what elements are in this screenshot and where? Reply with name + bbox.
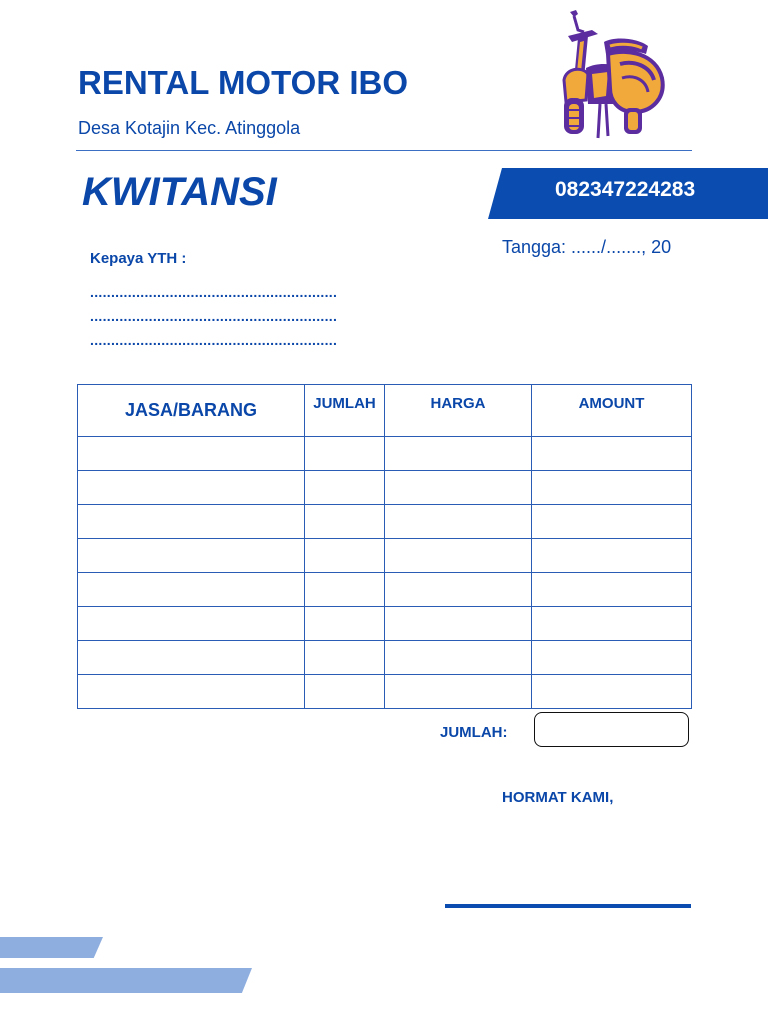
table-header-row — [78, 385, 692, 437]
cell-amount[interactable] — [532, 471, 692, 505]
company-address: Desa Kotajin Kec. Atinggola — [78, 118, 301, 138]
date-field[interactable]: Tangga: ....../......., 20 — [502, 237, 672, 257]
cell-price[interactable] — [385, 471, 532, 505]
receipt-title: KWITANSI — [82, 170, 277, 214]
cell-service[interactable] — [78, 471, 305, 505]
cell-amount[interactable] — [532, 437, 692, 471]
recipient-line-3[interactable]: ........................................................... — [90, 332, 338, 348]
cell-amount[interactable] — [532, 505, 692, 539]
cell-quantity[interactable] — [305, 471, 385, 505]
table-row — [78, 607, 692, 641]
cell-amount[interactable] — [532, 573, 692, 607]
cell-service[interactable] — [78, 437, 305, 471]
scooter-icon — [548, 8, 672, 144]
header-divider — [76, 150, 692, 151]
cell-price[interactable] — [385, 437, 532, 471]
cell-quantity[interactable] — [305, 675, 385, 709]
table-row — [78, 471, 692, 505]
table-row — [78, 539, 692, 573]
cell-price[interactable] — [385, 539, 532, 573]
cell-quantity[interactable] — [305, 539, 385, 573]
column-header-price: HARGA — [385, 385, 532, 437]
column-header-amount: AMOUNT — [532, 385, 692, 437]
table-row — [78, 675, 692, 709]
cell-service[interactable] — [78, 675, 305, 709]
company-name: RENTAL MOTOR IBO — [78, 64, 408, 101]
cell-service[interactable] — [78, 505, 305, 539]
cell-price[interactable] — [385, 573, 532, 607]
items-table — [77, 384, 692, 709]
closing-text: HORMAT KAMI, — [502, 789, 614, 806]
cell-price[interactable] — [385, 675, 532, 709]
cell-amount[interactable] — [532, 675, 692, 709]
cell-quantity[interactable] — [305, 641, 385, 675]
cell-quantity[interactable] — [305, 505, 385, 539]
cell-service[interactable] — [78, 607, 305, 641]
cell-price[interactable] — [385, 505, 532, 539]
cell-quantity[interactable] — [305, 437, 385, 471]
total-label: JUMLAH: — [440, 724, 508, 741]
cell-service[interactable] — [78, 539, 305, 573]
table-row — [78, 573, 692, 607]
table-row — [78, 641, 692, 675]
table-row — [78, 505, 692, 539]
cell-amount[interactable] — [532, 641, 692, 675]
decorative-stripe — [0, 937, 103, 958]
total-amount-field[interactable] — [534, 712, 689, 747]
cell-service[interactable] — [78, 573, 305, 607]
cell-quantity[interactable] — [305, 573, 385, 607]
cell-quantity[interactable] — [305, 607, 385, 641]
recipient-line-2[interactable]: ........................................................... — [90, 308, 338, 324]
column-header-service: JASA/BARANG — [78, 385, 305, 437]
signature-line — [445, 904, 691, 908]
phone-number: 082347224283 — [555, 178, 696, 201]
table-body — [78, 437, 692, 709]
cell-service[interactable] — [78, 641, 305, 675]
cell-amount[interactable] — [532, 539, 692, 573]
cell-price[interactable] — [385, 607, 532, 641]
recipient-line-1[interactable]: ........................................................... — [90, 284, 338, 300]
column-header-quantity: JUMLAH — [305, 385, 385, 437]
cell-price[interactable] — [385, 641, 532, 675]
table-row — [78, 437, 692, 471]
decorative-stripe — [0, 968, 252, 993]
recipient-label: Kepaya YTH : — [90, 250, 187, 267]
cell-amount[interactable] — [532, 607, 692, 641]
